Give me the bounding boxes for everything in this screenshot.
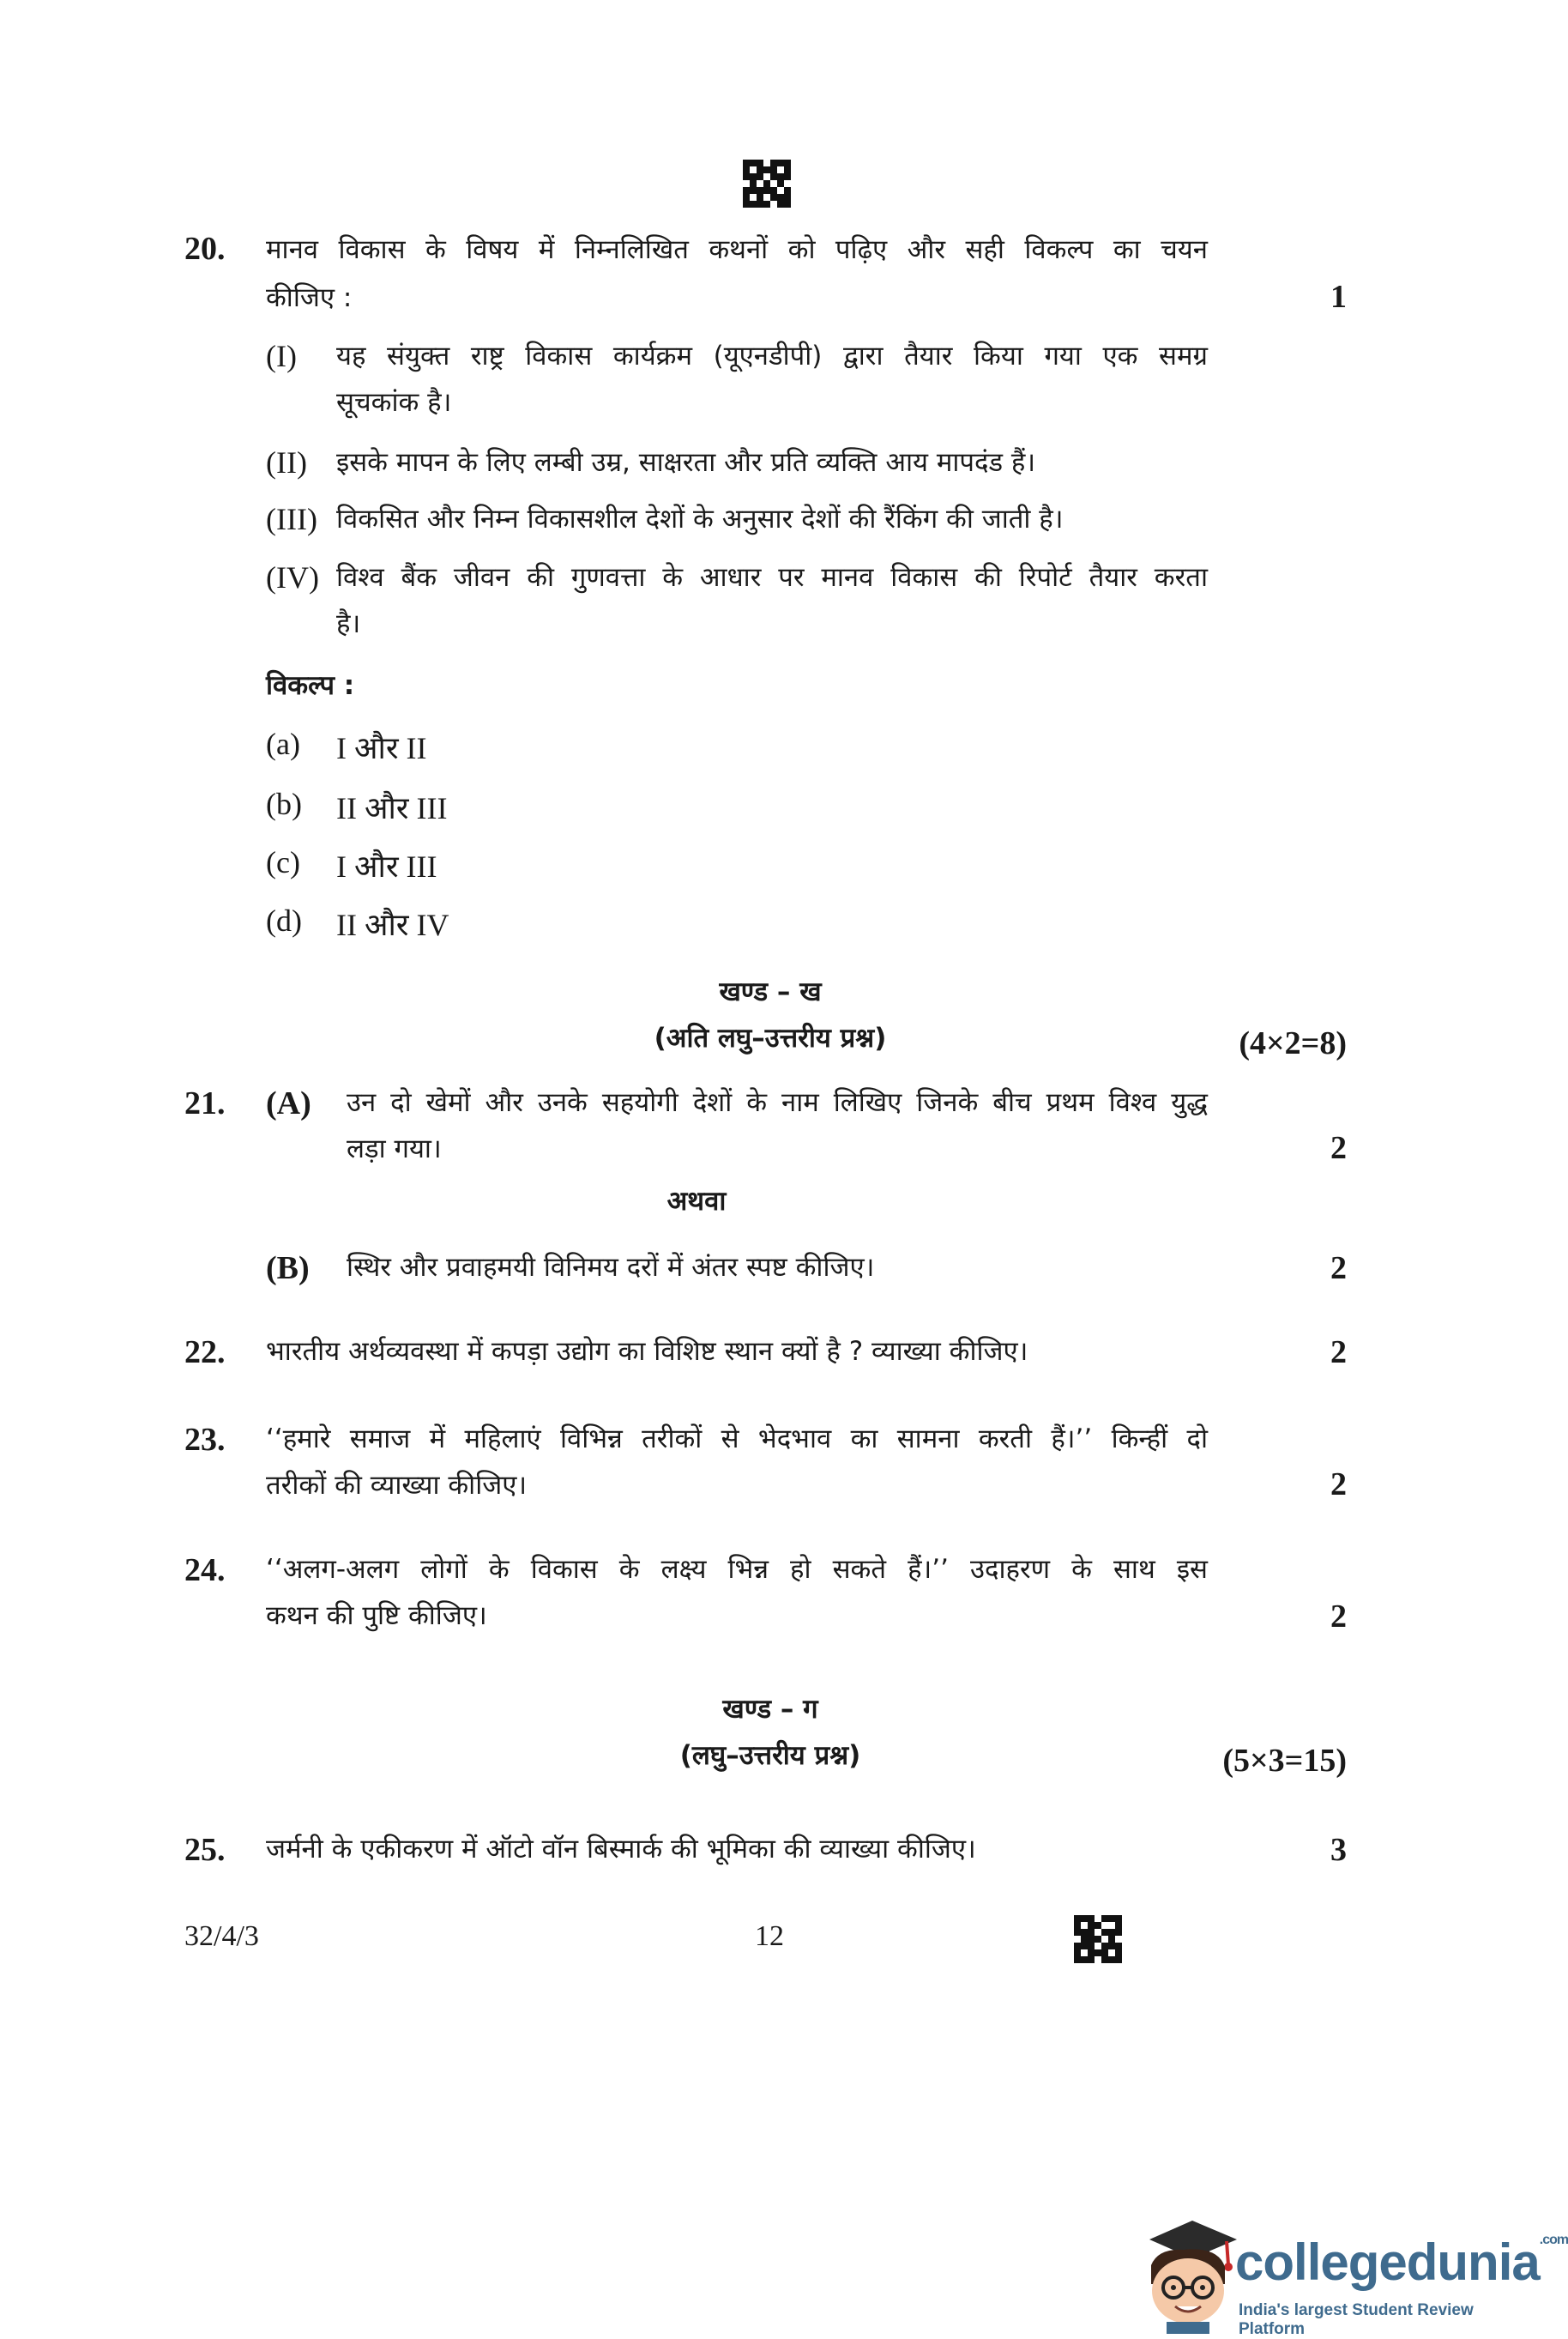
marks: 1 — [1330, 279, 1347, 315]
question-text: कथन की पुष्टि कीजिए। — [266, 1600, 487, 1631]
statement-label: (I) — [266, 339, 297, 373]
options-title: विकल्प : — [266, 670, 355, 701]
statement-text: सूचकांक है। — [336, 387, 452, 418]
statement-text: यह संयुक्त राष्ट्र विकास कार्यक्रम (यूएनडीपी) द्वारा तैयार किया गया एक समग्र — [336, 341, 1208, 372]
option-text: I और III — [336, 849, 437, 884]
marks: 2 — [1330, 1130, 1347, 1166]
section-title: खण्ड – ग — [722, 1694, 818, 1725]
statement-text: इसके मापन के लिए लम्बी उम्र, साक्षरता और प्रति व्यक्ति आय मापदंड हैं। — [336, 447, 1036, 478]
option-text: II और III — [336, 791, 448, 825]
paper-code: 32/4/3 — [184, 1920, 259, 1952]
option-label: (b) — [266, 787, 302, 821]
option-label: (a) — [266, 727, 300, 761]
marks: 3 — [1330, 1832, 1347, 1868]
page-number: 12 — [755, 1920, 784, 1952]
part-label: (B) — [266, 1250, 310, 1286]
question-number: 25. — [184, 1832, 226, 1868]
part-label: (A) — [266, 1085, 311, 1121]
question-text: मानव विकास के विषय में निम्नलिखित कथनों को पढ़िए और सही विकल्प का चयन — [266, 234, 1208, 265]
question-text: स्थिर और प्रवाहमयी विनिमय दरों में अंतर स्पष्ट कीजिए। — [347, 1252, 875, 1283]
marks: 2 — [1330, 1334, 1347, 1370]
question-number: 22. — [184, 1334, 226, 1370]
section-marks: (4×2=8) — [1239, 1025, 1347, 1061]
question-number: 20. — [184, 231, 226, 267]
question-text: जर्मनी के एकीकरण में ऑटो वॉन बिस्मार्क की भूमिका की व्याख्या कीजिए। — [266, 1834, 976, 1865]
collegedunia-logo[interactable] — [1132, 2205, 1568, 2338]
section-title: खण्ड – ख — [719, 976, 822, 1007]
qr-code-icon — [743, 160, 791, 208]
statement-label: (IV) — [266, 560, 319, 595]
qr-code-icon — [1074, 1915, 1122, 1963]
question-text: ‘‘अलग-अलग लोगों के विकास के लक्ष्य भिन्न हो सकते हैं।’’ उदाहरण के साथ इस — [266, 1554, 1208, 1585]
statement-text: विश्व बैंक जीवन की गुणवत्ता के आधार पर मानव विकास की रिपोर्ट तैयार करता — [336, 562, 1208, 593]
question-text: कीजिए : — [266, 282, 353, 313]
marks: 2 — [1330, 1250, 1347, 1286]
question-number: 24. — [184, 1552, 226, 1588]
question-text: भारतीय अर्थव्यवस्था में कपड़ा उद्योग का विशिष्ट स्थान क्यों है ? व्याख्या कीजिए। — [266, 1336, 1028, 1367]
statement-label: (II) — [266, 445, 307, 480]
option-label: (d) — [266, 904, 302, 938]
or-label: अथवा — [666, 1186, 727, 1217]
marks: 2 — [1330, 1599, 1347, 1635]
option-text: I और II — [336, 731, 427, 765]
section-marks: (5×3=15) — [1222, 1743, 1347, 1779]
statement-text: है। — [336, 608, 361, 639]
logo-name: collegedunia$^{.com}$ — [1235, 2233, 1568, 2291]
question-text: उन दो खेमों और उनके सहयोगी देशों के नाम लिखिए जिनके बीच प्रथम विश्व युद्ध — [347, 1087, 1208, 1118]
section-subtitle: (लघु–उत्तरीय प्रश्न) — [679, 1740, 861, 1771]
question-number: 21. — [184, 1085, 226, 1121]
question-text: लड़ा गया। — [347, 1133, 442, 1164]
question-text: ‘‘हमारे समाज में महिलाएं विभिन्न तरीकों से भेदभाव का सामना करती हैं।’’ किन्हीं दो — [266, 1423, 1208, 1454]
statement-label: (III) — [266, 502, 317, 536]
question-number: 23. — [184, 1422, 226, 1458]
logo-tagline: India's largest Student Review Platform — [1239, 2301, 1474, 2338]
option-label: (c) — [266, 845, 300, 879]
option-text: II और IV — [336, 908, 449, 942]
student-mascot-icon — [1132, 2205, 1244, 2334]
statement-text: विकसित और निम्न विकासशील देशों के अनुसार देशों की रैंकिंग की जाती है। — [336, 504, 1064, 535]
question-text: तरीकों की व्याख्या कीजिए। — [266, 1470, 528, 1501]
marks: 2 — [1330, 1466, 1347, 1502]
section-subtitle: (अति लघु–उत्तरीय प्रश्न) — [654, 1023, 887, 1054]
